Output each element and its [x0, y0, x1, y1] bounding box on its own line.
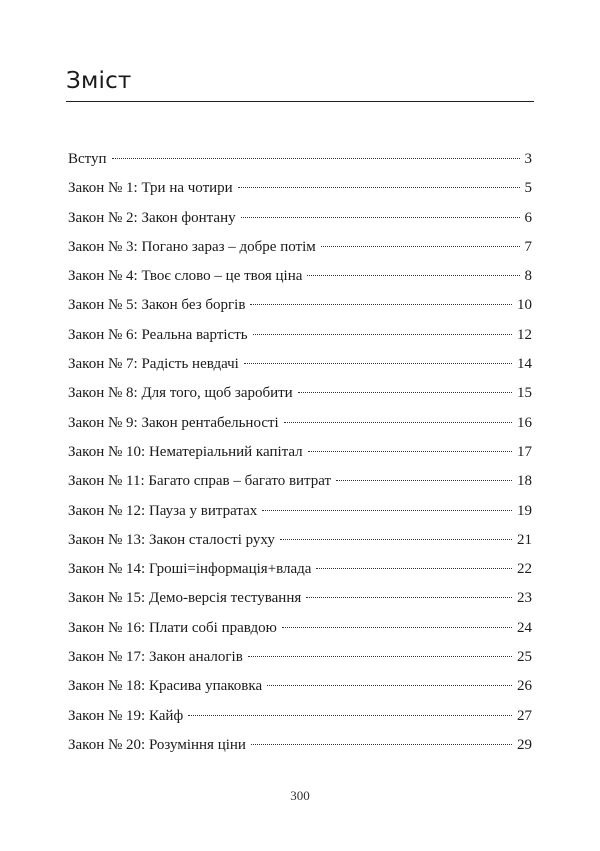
toc-entry-title: Закон № 2: Закон фонтану	[68, 209, 236, 226]
toc-entry-page: 18	[517, 473, 532, 490]
toc-entry-title: Закон № 4: Твоє слово – це твоя ціна	[68, 268, 303, 285]
toc-entry-page: 24	[517, 619, 532, 636]
toc-entry-page: 27	[517, 707, 532, 724]
toc-entry-title: Закон № 13: Закон сталості руху	[68, 531, 275, 548]
toc-entry-page: 10	[517, 297, 532, 314]
page-title: Зміст	[66, 68, 132, 94]
toc-entry-page: 5	[524, 180, 532, 197]
dot-leader	[282, 627, 512, 628]
toc-entry-title: Закон № 16: Плати собі правдою	[68, 619, 277, 636]
toc-entry-page: 8	[524, 268, 532, 285]
toc-entry	[68, 731, 532, 760]
toc-entry-title: Закон № 12: Пауза у витратах	[68, 502, 258, 519]
toc-entry-title: Закон № 17: Закон аналогів	[68, 649, 243, 666]
toc-entry-title: Закон № 10: Нематеріальний капітал	[68, 443, 303, 460]
toc-entry-page: 29	[517, 736, 532, 753]
title-divider	[66, 101, 534, 102]
toc-entry-title: Закон № 15: Демо-версія тестування	[68, 590, 302, 607]
toc-entry	[68, 672, 532, 701]
toc-entry	[68, 321, 532, 350]
toc-entry-page: 22	[517, 561, 532, 578]
toc-entry	[68, 497, 532, 526]
toc-entry	[68, 350, 532, 379]
dot-leader	[248, 656, 512, 657]
dot-leader	[251, 744, 512, 745]
toc-entry	[68, 379, 532, 408]
toc-entry-page: 23	[517, 590, 532, 607]
dot-leader	[250, 304, 512, 305]
dot-leader	[307, 275, 519, 276]
table-of-contents	[68, 145, 532, 760]
dot-leader	[262, 510, 512, 511]
toc-entry-page: 3	[524, 151, 532, 167]
toc-entry-title: Закон № 7: Радість невдачі	[68, 356, 239, 373]
toc-entry	[68, 614, 532, 643]
toc-entry-title: Закон № 3: Погано зараз – добре потім	[68, 238, 316, 255]
toc-entry-page: 21	[517, 531, 532, 548]
toc-entry-page: 7	[524, 238, 532, 255]
toc-entry-page: 6	[524, 209, 532, 226]
dot-leader	[284, 422, 512, 423]
dot-leader	[188, 715, 512, 716]
toc-entry-title: Закон № 5: Закон без боргів	[68, 297, 246, 314]
dot-leader	[308, 451, 512, 452]
dot-leader	[253, 334, 512, 335]
toc-entry-page: 12	[517, 326, 532, 343]
toc-entry-title: Закон № 1: Три на чотири	[68, 180, 233, 197]
dot-leader	[316, 568, 512, 569]
toc-entry	[68, 233, 532, 262]
toc-entry	[68, 262, 532, 291]
toc-entry-title: Закон № 14: Гроші=інформація+влада	[68, 561, 312, 578]
toc-entry-title: Закон № 11: Багато справ – багато витрат	[68, 473, 332, 490]
toc-entry-title: Закон № 18: Красива упаковка	[68, 678, 263, 695]
dot-leader	[112, 158, 520, 159]
toc-entry-page: 25	[517, 649, 532, 666]
toc-entry	[68, 145, 532, 174]
toc-entry	[68, 438, 532, 467]
dot-leader	[321, 246, 520, 247]
toc-entry	[68, 204, 532, 233]
dot-leader	[336, 480, 512, 481]
dot-leader	[306, 597, 512, 598]
toc-entry-page: 14	[517, 356, 532, 373]
toc-entry-title: Закон № 8: Для того, щоб заробити	[68, 385, 293, 402]
dot-leader	[280, 539, 512, 540]
toc-entry	[68, 174, 532, 203]
toc-entry-page: 26	[517, 678, 532, 695]
toc-entry	[68, 291, 532, 320]
dot-leader	[238, 187, 520, 188]
toc-entry-page: 16	[517, 414, 532, 431]
toc-entry	[68, 409, 532, 438]
toc-entry-page: 17	[517, 443, 532, 460]
toc-entry	[68, 702, 532, 731]
toc-entry-title: Вступ	[68, 151, 107, 167]
toc-entry-title: Закон № 6: Реальна вартість	[68, 326, 248, 343]
toc-entry	[68, 526, 532, 555]
toc-entry	[68, 555, 532, 584]
toc-entry-page: 19	[517, 502, 532, 519]
dot-leader	[241, 217, 520, 218]
toc-entry	[68, 584, 532, 613]
toc-entry-title: Закон № 9: Закон рентабельності	[68, 414, 279, 431]
toc-entry-title: Закон № 20: Розуміння ціни	[68, 736, 246, 753]
dot-leader	[267, 685, 512, 686]
dot-leader	[298, 392, 512, 393]
toc-entry	[68, 467, 532, 496]
dot-leader	[244, 363, 512, 364]
toc-entry-page: 15	[517, 385, 532, 402]
toc-entry	[68, 643, 532, 672]
toc-entry-title: Закон № 19: Кайф	[68, 707, 184, 724]
page-number: 300	[290, 788, 310, 803]
